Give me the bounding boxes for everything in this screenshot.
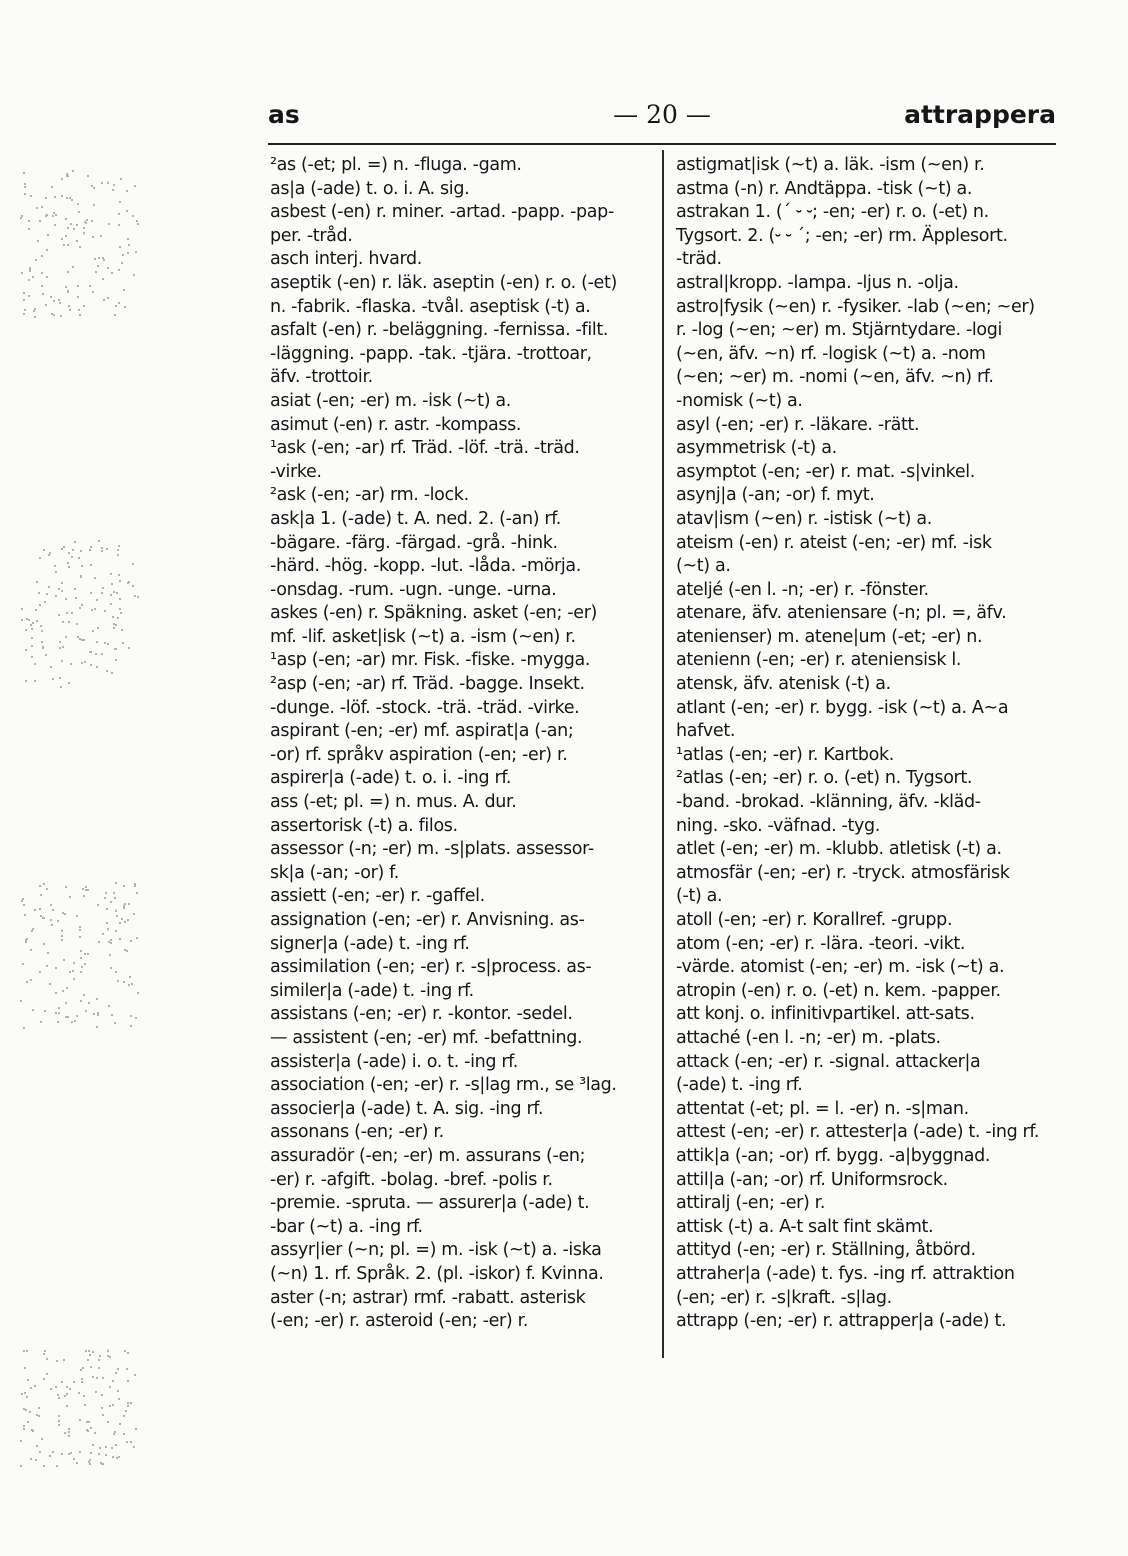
dictionary-line: assuradör (-en; -er) m. assurans (-en; [270,1145,586,1166]
dictionary-line: ning. -sko. -väfnad. -tyg. [676,815,880,836]
scan-noise-2 [20,540,140,690]
dictionary-line: äfv. -trottoir. [270,367,373,388]
dictionary-line: atlant (-en; -er) r. bygg. -isk (~t) a. A~a [676,697,1009,718]
dictionary-line: (-en; -er) r. -s|kraft. -s|lag. [676,1287,892,1308]
left-column [270,154,656,1334]
dictionary-line: atoll (-en; -er) r. Korallref. -grupp. [676,910,953,930]
dictionary-line: attraher|a (-ade) t. fys. -ing rf. attraktion [676,1263,1015,1284]
dictionary-line: asimut (-en) r. astr. -kompass. [270,414,522,435]
dictionary-line: -or) rf. språkv aspiration (-en; -er) r. [270,744,568,765]
dictionary-line: attack (-en; -er) r. -signal. attacker|a [676,1051,981,1072]
dictionary-line: sk|a (-an; -or) f. [270,862,399,883]
dictionary-line: r. -log (~en; ~er) m. Stjärntydare. -logi [676,320,1003,341]
dictionary-line: assertorisk (-t) a. filos. [270,815,458,836]
dictionary-line: hafvet. [676,721,736,742]
dictionary-line: atmosfär (-en; -er) r. -tryck. atmosfärisk [676,862,1010,883]
page-number: — 20 — [613,100,711,129]
dictionary-line: atenare, äfv. ateniensare (-n; pl. =, äfv. [676,603,1007,624]
dictionary-line: -träd. [676,249,722,270]
dictionary-line: astral|kropp. -lampa. -ljus n. -olja. [676,272,959,293]
dictionary-line: ¹asp (-en; -ar) mr. Fisk. -fiske. -mygga. [270,650,591,671]
dictionary-line: assiett (-en; -er) r. -gaffel. [270,886,485,907]
dictionary-line: (~t) a. [676,556,731,577]
right-column [676,154,1060,1334]
dictionary-line: assimilation (-en; -er) r. -s|process. as- [270,957,592,978]
dictionary-line: asymptot (-en; -er) r. mat. -s|vinkel. [676,461,975,482]
dictionary-line: ²as (-et; pl. =) n. -fluga. -gam. [270,155,522,175]
dictionary-line: attiralj (-en; -er) r. [676,1193,826,1214]
dictionary-line: assonans (-en; -er) r. [270,1122,444,1143]
dictionary-line: -onsdag. -rum. -ugn. -unge. -urna. [270,579,557,600]
dictionary-line: Tygsort. 2. (⏑ ⏑ ´; -en; -er) rm. Äpplesort. [676,225,1008,246]
dictionary-line: ateljé (-en l. -n; -er) r. -fönster. [676,579,929,600]
dictionary-line: ²ask (-en; -ar) rm. -lock. [270,485,469,506]
dictionary-line: astigmat|isk (~t) a. läk. -ism (~en) r. [676,155,985,175]
dictionary-line: asynj|a (-an; -or) f. myt. [676,485,875,506]
dictionary-line: atenienn (-en; -er) r. ateniensisk l. [676,650,962,671]
scan-noise-3 [20,880,140,1030]
dictionary-line: -bar (~t) a. -ing rf. [270,1216,423,1237]
dictionary-line: -härd. -hög. -kopp. -lut. -låda. -mörja. [270,556,581,577]
dictionary-line: assignation (-en; -er) r. Anvisning. as- [270,910,585,930]
dictionary-line: similer|a (-ade) t. -ing rf. [270,980,474,1001]
dictionary-line: attik|a (-an; -or) rf. bygg. -a|byggnad. [676,1145,991,1166]
dictionary-line: atropin (-en) r. o. (-et) n. kem. -papper. [676,980,1001,1001]
header-rule [268,143,1056,145]
dictionary-line: atenienser) m. atene|um (-et; -er) n. [676,626,983,647]
dictionary-line: astro|fysik (~en) r. -fysiker. -lab (~en; ~er) [676,296,1035,317]
dictionary-line: mf. -lif. asket|isk (~t) a. -ism (~en) r. [270,626,576,647]
dictionary-line: -band. -brokad. -klänning, äfv. -kläd- [676,792,981,813]
dictionary-line: att konj. o. infinitivpartikel. att-sats. [676,1004,975,1025]
dictionary-line: assistans (-en; -er) r. -kontor. -sedel. [270,1004,573,1025]
dictionary-line: -premie. -spruta. — assurer|a (-ade) t. [270,1193,590,1214]
dictionary-line: aster (-n; astrar) rmf. -rabatt. asterisk [270,1287,586,1308]
header-left-guideword: as [268,100,300,129]
dictionary-line: -värde. atomist (-en; -er) m. -isk (~t) a. [676,957,1005,978]
dictionary-line: ²atlas (-en; -er) r. o. (-et) n. Tygsort. [676,768,973,789]
dictionary-line: attest (-en; -er) r. attester|a (-ade) t. -ing rf. [676,1122,1040,1143]
scan-noise-1 [20,170,140,320]
dictionary-line: atav|ism (~en) r. -istisk (~t) a. [676,508,932,529]
dictionary-line: astrakan 1. (´ ⏑ ⏑; -en; -er) r. o. (-et) n. [676,202,989,223]
dictionary-line: attityd (-en; -er) r. Ställning, åtbörd. [676,1240,976,1261]
dictionary-line: attentat (-et; pl. = l. -er) n. -s|man. [676,1098,969,1119]
dictionary-line: atlet (-en; -er) m. -klubb. atletisk (-t) a. [676,839,1002,860]
dictionary-line: ¹atlas (-en; -er) r. Kartbok. [676,744,895,765]
dictionary-line: assyr|ier (~n; pl. =) m. -isk (~t) a. -iska [270,1240,602,1261]
dictionary-line: -bägare. -färg. -färgad. -grå. -hink. [270,532,558,553]
dictionary-line: assister|a (-ade) i. o. t. -ing rf. [270,1051,518,1072]
dictionary-line: aspirant (-en; -er) mf. aspirat|a (-an; [270,721,574,742]
dictionary-line: — assistent (-en; -er) mf. -befattning. [270,1027,583,1048]
dictionary-line: ass (-et; pl. =) n. mus. A. dur. [270,792,517,813]
dictionary-line: -dunge. -löf. -stock. -trä. -träd. -virke. [270,697,580,718]
dictionary-line: (-t) a. [676,886,723,907]
dictionary-line: attisk (-t) a. A-t salt fint skämt. [676,1216,934,1237]
column-divider [662,150,664,1358]
dictionary-line: signer|a (-ade) t. -ing rf. [270,933,470,954]
dictionary-line: per. -tråd. [270,225,353,246]
dictionary-line: (~en, äfv. ~n) rf. -logisk (~t) a. -nom [676,343,986,364]
dictionary-line: assessor (-n; -er) m. -s|plats. assessor- [270,839,594,860]
dictionary-line: aspirer|a (-ade) t. o. i. -ing rf. [270,768,512,789]
dictionary-line: n. -fabrik. -flaska. -tvål. aseptisk (-t) a. [270,296,591,317]
dictionary-line: -virke. [270,461,322,482]
dictionary-line: (-ade) t. -ing rf. [676,1075,803,1096]
dictionary-line: ask|a 1. (-ade) t. A. ned. 2. (-an) rf. [270,508,562,529]
dictionary-line: asbest (-en) r. miner. -artad. -papp. -pap- [270,202,614,223]
dictionary-line: -nomisk (~t) a. [676,390,803,411]
dictionary-line: ateism (-en) r. ateist (-en; -er) mf. -isk [676,532,992,553]
dictionary-line: attaché (-en l. -n; -er) m. -plats. [676,1027,941,1048]
dictionary-line: aseptik (-en) r. läk. aseptin (-en) r. o. (-et) [270,272,617,293]
dictionary-line: atom (-en; -er) r. -lära. -teori. -vikt. [676,933,966,954]
dictionary-line: askes (-en) r. Späkning. asket (-en; -er) [270,603,598,624]
dictionary-line: atensk, äfv. atenisk (-t) a. [676,674,891,695]
dictionary-line: -läggning. -papp. -tak. -tjära. -trottoar, [270,343,592,364]
dictionary-line: attil|a (-an; -or) rf. Uniformsrock. [676,1169,948,1190]
dictionary-line: -er) r. -afgift. -bolag. -bref. -polis r. [270,1169,553,1190]
dictionary-line: asfalt (-en) r. -beläggning. -fernissa. -filt. [270,320,609,341]
dictionary-line: ¹ask (-en; -ar) rf. Träd. -löf. -trä. -träd. [270,438,580,459]
dictionary-line: association (-en; -er) r. -s|lag rm., se ³lag. [270,1075,617,1096]
dictionary-line: attrapp (-en; -er) r. attrapper|a (-ade) t. [676,1311,1007,1332]
dictionary-line: asyl (-en; -er) r. -läkare. -rätt. [676,414,920,435]
dictionary-line: asymmetrisk (-t) a. [676,438,837,459]
dictionary-line: asch interj. hvard. [270,249,422,270]
dictionary-line: associer|a (-ade) t. A. sig. -ing rf. [270,1098,544,1119]
dictionary-line: (~en; ~er) m. -nomi (~en, äfv. ~n) rf. [676,367,994,388]
dictionary-line: asiat (-en; -er) m. -isk (~t) a. [270,390,511,411]
dictionary-line: ²asp (-en; -ar) rf. Träd. -bagge. Insekt. [270,674,585,695]
page-header [268,100,1056,140]
header-right-guideword: attrappera [904,100,1056,129]
dictionary-line: astma (-n) r. Andtäppa. -tisk (~t) a. [676,178,973,199]
dictionary-line: (~n) 1. rf. Språk. 2. (pl. -iskor) f. Kvinna. [270,1263,604,1284]
dictionary-line: (-en; -er) r. asteroid (-en; -er) r. [270,1311,529,1332]
dictionary-line: as|a (-ade) t. o. i. A. sig. [270,178,470,199]
scan-noise-4 [20,1350,140,1470]
